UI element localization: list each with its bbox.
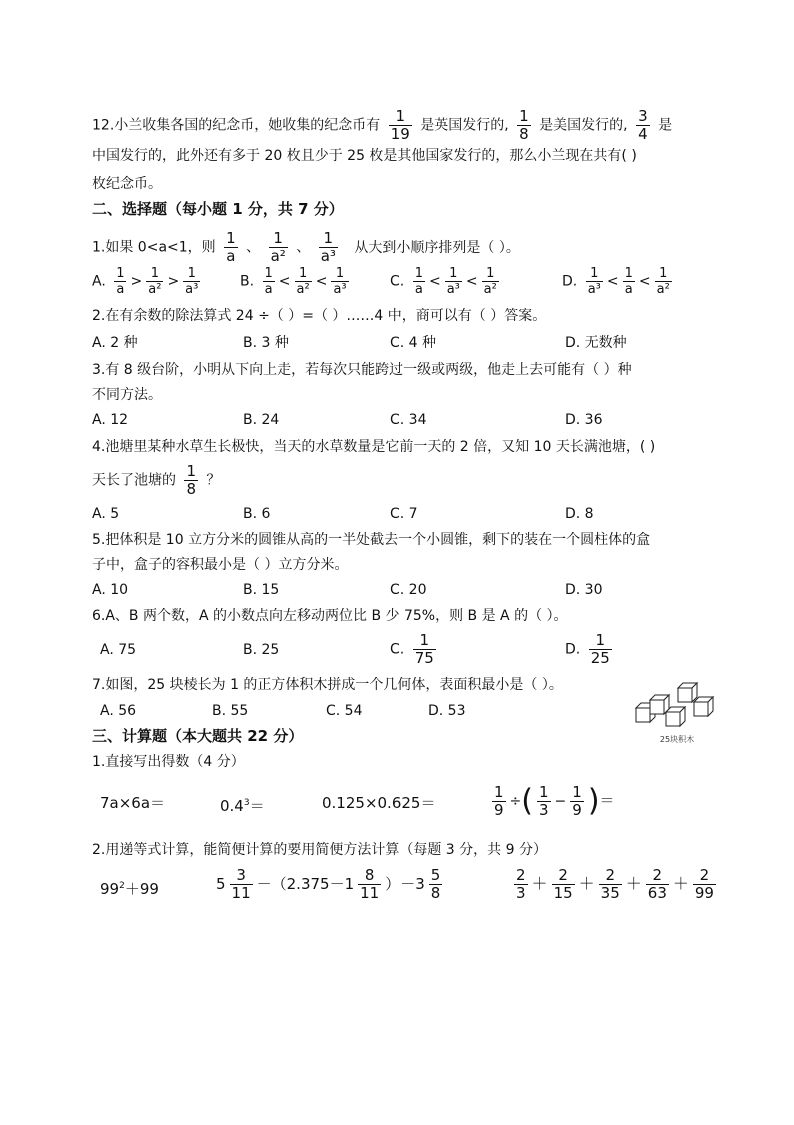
section-3-title: 三、计算题（本大题共 22 分）	[92, 727, 304, 745]
cube-figure	[632, 682, 722, 742]
q5-line1: 5.把体积是 10 立方分米的圆锥从高的一半处截去一个小圆锥，剩下的装在一个圆柱体的盒	[92, 532, 651, 548]
q7-stem: 7.如图，25 块棱长为 1 的正方体积木拼成一个几何体，表面积最小是（ ）。	[92, 677, 563, 693]
calc2-expr-3: $\frac{2}{3}$ ＋ $\frac{2}{15}$ ＋ $\frac{2}{35}$ ＋ $\frac{2}{63}$ ＋ $\frac{2}{99}$	[516, 866, 714, 902]
q1-stem: 1.如果 0<a<1，则 $\frac{1}{a}$ 、 $\frac{1}{\text{a²}}$ 、 $\frac{1}{\text{a³}}$ 从大到小顺序排列是（ ）。	[92, 229, 520, 265]
fraction-3-4: $\frac{3}{4}$	[638, 107, 648, 143]
q2-option-c[interactable]: C. 4 种	[390, 335, 437, 351]
calc1-expr-2: $0.4^3=$	[220, 797, 265, 815]
q7-option-c[interactable]: C. 54	[326, 703, 363, 719]
q4-option-c[interactable]: C. 7	[390, 506, 418, 522]
fraction-1-8: $\frac{1}{8}$	[519, 107, 529, 143]
fraction-1-8: $\frac{1}{8}$	[186, 462, 196, 498]
q1-option-b[interactable]: B. $\frac{1}{a}$ < $\frac{1}{\text{a²}}$ < $\frac{1}{\text{a³}}$	[240, 266, 347, 297]
q6-option-d[interactable]: D. $\frac{1}{25}$	[565, 631, 610, 667]
calc1-expr-1: 7a×6a＝	[100, 794, 166, 812]
q3-option-b[interactable]: B. 24	[243, 412, 280, 428]
q3-option-d[interactable]: D. 36	[565, 412, 603, 428]
q7-option-d[interactable]: D. 53	[428, 703, 466, 719]
calc1-expr-3: 0.125×0.625＝	[322, 794, 436, 812]
q6-option-a[interactable]: A. 75	[100, 642, 137, 658]
q2-option-a[interactable]: A. 2 种	[92, 335, 138, 351]
calc2-title: 2.用递等式计算，能简便计算的要用简便方法计算（每题 3 分，共 9 分）	[92, 842, 547, 858]
q4-line2: 天长了池塘的 $\frac{1}{8}$ ？	[92, 462, 221, 498]
q4-option-b[interactable]: B. 6	[243, 506, 271, 522]
q1-option-c[interactable]: C. $\frac{1}{a}$ < $\frac{1}{\text{a³}}$ < $\frac{1}{\text{a²}}$	[390, 266, 497, 297]
calc2-expr-1: $99^2+99$	[100, 880, 159, 898]
calc2-expr-2: 5 $\frac{3}{11}$ －（2.375－1 $\frac{8}{11}$ ）－3 $\frac{5}{8}$	[216, 866, 441, 902]
q1-option-d[interactable]: D. $\frac{1}{\text{a³}}$ < $\frac{1}{a}$ < $\frac{1}{\text{a²}}$	[562, 266, 670, 297]
calc1-title: 1.直接写出得数（4 分）	[92, 754, 245, 770]
q7-option-a[interactable]: A. 56	[100, 703, 137, 719]
fraction-1-19: $\frac{1}{19}$	[390, 107, 410, 143]
q4-line1: 4.池塘里某种水草生长极快，当天的水草数量是它前一天的 2 倍，又知 10 天长满池塘，( )	[92, 439, 656, 455]
q3-line2: 不同方法。	[92, 387, 162, 403]
q12-line3: 枚纪念币。	[92, 176, 162, 192]
q2-option-d[interactable]: D. 无数种	[565, 335, 627, 351]
q12-line2: 中国发行的，此外还有多于 20 枚且少于 25 枚是其他国家发行的，那么小兰现在共有( )	[92, 148, 637, 164]
q3-option-a[interactable]: A. 12	[92, 412, 129, 428]
q12-line1: 12.小兰收集各国的纪念币，她收集的纪念币有 $\frac{1}{19}$ 是英国发行的, $\frac{1}{8}$ 是美国发行的, $\frac{3}{4}$ 是	[92, 107, 673, 143]
q1-option-a[interactable]: A. $\frac{1}{a}$ > $\frac{1}{\text{a²}}$ > $\frac{1}{\text{a³}}$	[92, 266, 199, 297]
q5-option-b[interactable]: B. 15	[243, 582, 280, 598]
section-2-title: 二、选择题（每小题 1 分，共 7 分）	[92, 200, 344, 218]
fraction-1-over-a2: $\frac{1}{\text{a²}}$	[270, 229, 286, 265]
q5-option-a[interactable]: A. 10	[92, 582, 129, 598]
q5-option-d[interactable]: D. 30	[565, 582, 603, 598]
fraction-1-over-a: $\frac{1}{a}$	[226, 229, 236, 265]
cube-stack-icon	[632, 682, 722, 734]
q5-option-c[interactable]: C. 20	[390, 582, 427, 598]
q4-option-a[interactable]: A. 5	[92, 506, 120, 522]
q6-stem: 6.A、B 两个数，A 的小数点向左移动两位比 B 少 75%，则 B 是 A 的（ ）。	[92, 608, 568, 624]
q4-option-d[interactable]: D. 8	[565, 506, 594, 522]
q6-option-c[interactable]: C. $\frac{1}{75}$	[390, 631, 434, 667]
q5-line2: 子中，盒子的容积最小是（ ）立方分米。	[92, 557, 349, 573]
q2-option-b[interactable]: B. 3 种	[243, 335, 289, 351]
calc1-expr-4: $\frac{1}{9}$ ÷( $\frac{1}{3}$ − $\frac{1}{9}$ )＝	[494, 783, 615, 819]
q7-option-b[interactable]: B. 55	[212, 703, 249, 719]
figure-caption: 25块积木	[659, 735, 695, 744]
q3-line1: 3.有 8 级台阶，小明从下向上走，若每次只能跨过一级或两级，他走上去可能有（ ）种	[92, 362, 632, 378]
q6-option-b[interactable]: B. 25	[243, 642, 280, 658]
fraction-1-over-a3: $\frac{1}{\text{a³}}$	[320, 229, 336, 265]
q3-option-c[interactable]: C. 34	[390, 412, 427, 428]
q2-stem: 2.在有余数的除法算式 24 ÷（ ）=（ ）……4 中，商可以有（ ）答案。	[92, 308, 547, 324]
